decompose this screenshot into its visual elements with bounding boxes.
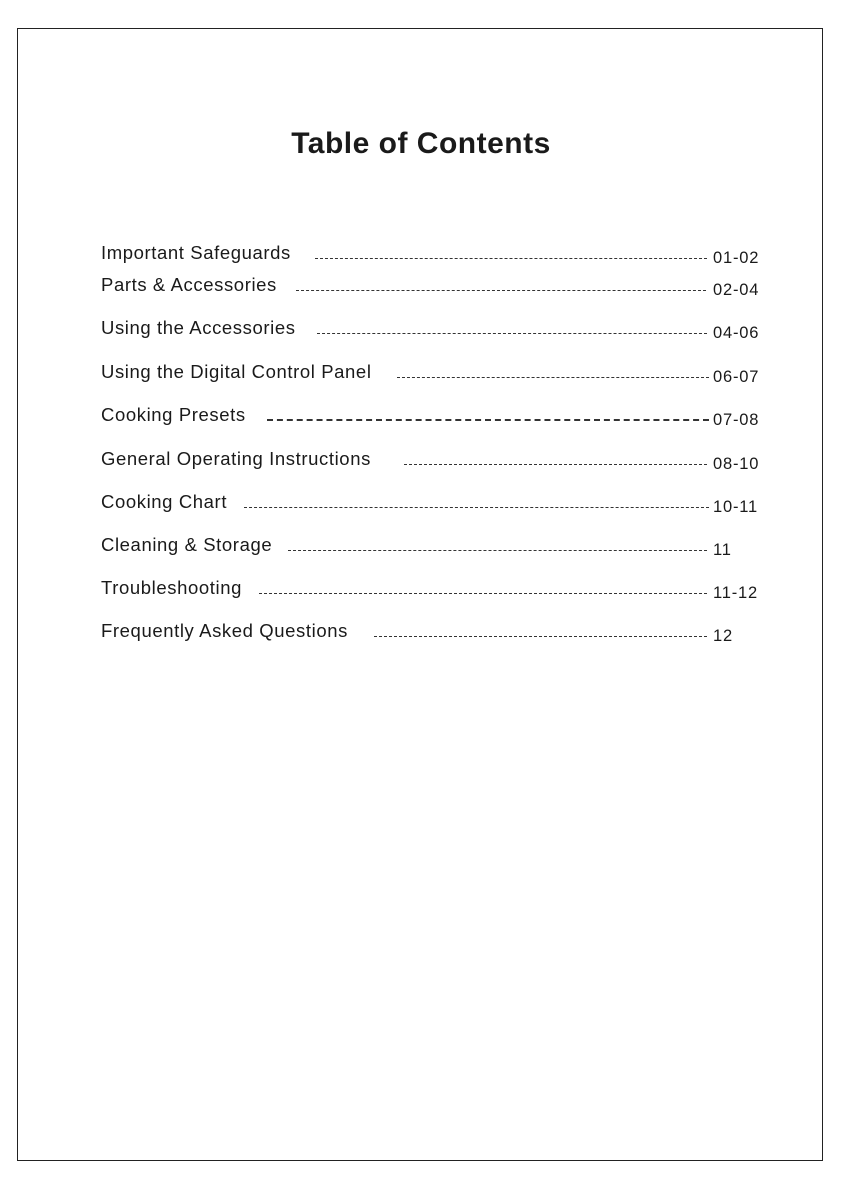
toc-entry-cooking-presets[interactable] (101, 402, 765, 429)
toc-entry-label: Important Safeguards (101, 242, 291, 263)
dotted-leader (259, 593, 707, 594)
toc-entry-page-range: 10-11 (713, 498, 758, 516)
toc-entry-label: Frequently Asked Questions (101, 620, 348, 641)
toc-entry-page-range: 12 (713, 627, 733, 645)
toc-entry-general-operating[interactable] (101, 446, 765, 473)
toc-entry-using-accessories[interactable] (101, 315, 765, 342)
dotted-leader (288, 550, 707, 551)
toc-entry-page-range: 11-12 (713, 584, 758, 602)
dotted-leader (315, 258, 707, 259)
dotted-leader (244, 507, 709, 508)
toc-entry-faq[interactable] (101, 618, 765, 645)
toc-entry-page-range: 06-07 (713, 368, 760, 386)
toc-entry-label: Cleaning & Storage (101, 534, 273, 555)
toc-entry-page-range: 07-08 (713, 411, 760, 429)
toc-entry-cleaning-storage[interactable] (101, 532, 765, 559)
toc-entry-troubleshooting[interactable] (101, 575, 765, 602)
toc-entry-page-range: 04-06 (713, 324, 760, 342)
toc-entry-page-range: 08-10 (713, 455, 760, 473)
toc-entry-parts-accessories[interactable] (101, 272, 765, 299)
dotted-leader (317, 333, 707, 334)
dotted-leader (397, 377, 709, 378)
toc-entry-label: Troubleshooting (101, 577, 242, 598)
toc-entry-label: Cooking Presets (101, 404, 246, 425)
toc-entry-label: Using the Digital Control Panel (101, 361, 372, 382)
page-title: Table of Contents (291, 127, 551, 160)
toc-entry-label: Using the Accessories (101, 317, 296, 338)
toc-entry-important-safeguards[interactable] (101, 240, 765, 267)
toc-entry-page-range: 11 (713, 541, 732, 559)
toc-entry-page-range: 02-04 (713, 281, 760, 299)
dotted-leader (374, 636, 707, 637)
dotted-leader (296, 290, 706, 291)
toc-entry-label: Parts & Accessories (101, 274, 277, 295)
dotted-leader (404, 464, 707, 465)
toc-entry-page-range: 01-02 (713, 249, 760, 267)
toc-entry-cooking-chart[interactable] (101, 489, 765, 516)
dotted-leader (267, 419, 709, 421)
toc-entry-label: Cooking Chart (101, 491, 228, 512)
toc-entry-label: General Operating Instructions (101, 448, 371, 469)
toc-entry-digital-control-panel[interactable] (101, 359, 765, 386)
